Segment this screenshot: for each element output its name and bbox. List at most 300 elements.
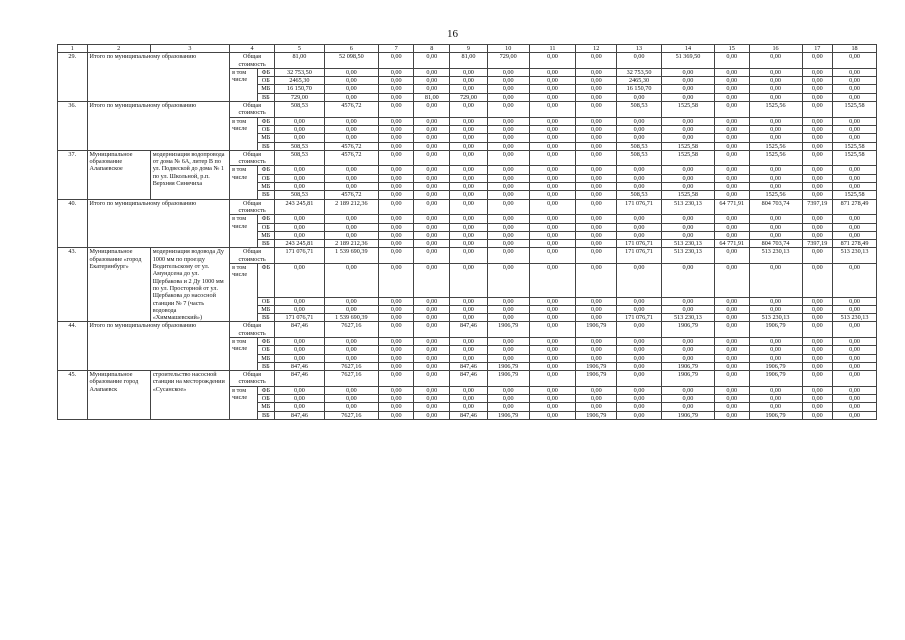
value-cell: 0,00	[714, 191, 749, 199]
col-header: 9	[450, 45, 488, 53]
value-cell: 0,00	[833, 297, 877, 305]
value-cell: 0,00	[617, 346, 662, 354]
cost-label: Общая стоимость	[230, 371, 275, 387]
value-cell: 0,00	[749, 403, 802, 411]
value-cell: 0,00	[617, 411, 662, 419]
value-cell: 0,00	[617, 305, 662, 313]
value-cell: 0,00	[378, 411, 414, 419]
value-cell: 0,00	[617, 297, 662, 305]
value-cell: 0,00	[714, 411, 749, 419]
municipality-name: Муниципальное образование Алапаевское	[87, 150, 150, 199]
value-cell: 0,00	[833, 174, 877, 182]
value-cell: 0,00	[833, 371, 877, 387]
value-cell: 1906,79	[576, 411, 617, 419]
value-cell: 0,00	[487, 264, 529, 297]
value-cell: 508,53	[617, 142, 662, 150]
value-cell: 1525,56	[749, 102, 802, 118]
value-cell: 0,00	[414, 248, 450, 264]
value-cell: 81,00	[450, 53, 488, 69]
value-cell: 513 230,13	[833, 248, 877, 264]
value-cell: 0,00	[833, 117, 877, 125]
object-name: модернизация водовода Ду 1000 мм по проезду Водительскому от ул. Амундсена до ул. Щербакова и 2 Ду 1000 мм по ул. Просторной от ул. Щербакова до насосной станции № 7 (часть водовода «Химмашевский»)	[150, 248, 229, 322]
value-cell: 0,00	[487, 248, 529, 264]
value-cell: 0,00	[529, 411, 576, 419]
value-cell: 0,00	[450, 223, 488, 231]
municipality-name: Муниципальное образование город Алапаевск	[87, 371, 150, 420]
value-cell: 0,00	[661, 174, 714, 182]
value-cell: 0,00	[749, 183, 802, 191]
table-row	[58, 322, 877, 338]
col-header: 16	[749, 45, 802, 53]
value-cell: 171 076,71	[274, 248, 324, 264]
value-cell: 0,00	[617, 354, 662, 362]
value-cell: 0,00	[749, 223, 802, 231]
value-cell: 0,00	[324, 134, 378, 142]
value-cell: 1525,56	[749, 150, 802, 166]
value-cell: 508,53	[274, 150, 324, 166]
col-header: 6	[324, 45, 378, 53]
budget-source-label: ФБ	[257, 117, 274, 125]
value-cell: 0,00	[802, 337, 833, 345]
value-cell: 0,00	[833, 68, 877, 76]
budget-source-label: ФБ	[257, 337, 274, 345]
value-cell: 0,00	[529, 371, 576, 387]
value-cell: 0,00	[450, 354, 488, 362]
page-number: 16	[447, 28, 458, 40]
value-cell: 0,00	[274, 183, 324, 191]
value-cell: 0,00	[576, 166, 617, 174]
value-cell: 0,00	[749, 77, 802, 85]
value-cell: 0,00	[487, 68, 529, 76]
value-cell: 0,00	[378, 150, 414, 166]
value-cell: 0,00	[274, 231, 324, 239]
value-cell: 0,00	[378, 191, 414, 199]
value-cell: 0,00	[324, 231, 378, 239]
value-cell: 0,00	[378, 117, 414, 125]
value-cell: 0,00	[802, 85, 833, 93]
col-header: 12	[576, 45, 617, 53]
value-cell: 0,00	[324, 305, 378, 313]
value-cell: 508,53	[617, 102, 662, 118]
value-cell: 0,00	[450, 166, 488, 174]
value-cell: 1525,58	[833, 102, 877, 118]
value-cell: 0,00	[450, 395, 488, 403]
value-cell: 0,00	[714, 117, 749, 125]
value-cell: 0,00	[487, 215, 529, 223]
value-cell: 847,46	[274, 411, 324, 419]
value-cell: 0,00	[714, 174, 749, 182]
value-cell: 1906,79	[487, 371, 529, 387]
value-cell: 0,00	[661, 215, 714, 223]
budget-source-label: ВБ	[257, 93, 274, 101]
value-cell: 0,00	[617, 403, 662, 411]
value-cell: 0,00	[414, 125, 450, 133]
value-cell: 243 245,81	[274, 240, 324, 248]
object-name: строительство насосной станции на месторождении «Сусанское»	[150, 371, 229, 420]
value-cell: 0,00	[617, 134, 662, 142]
table-row	[58, 102, 877, 118]
row-number: 36.	[58, 102, 88, 151]
value-cell: 0,00	[274, 264, 324, 297]
value-cell: 847,46	[274, 362, 324, 370]
row-number: 43.	[58, 248, 88, 322]
value-cell: 0,00	[450, 191, 488, 199]
value-cell: 0,00	[378, 53, 414, 69]
value-cell: 0,00	[414, 411, 450, 419]
value-cell: 0,00	[714, 314, 749, 322]
value-cell: 0,00	[833, 183, 877, 191]
value-cell: 0,00	[576, 134, 617, 142]
value-cell: 0,00	[661, 134, 714, 142]
value-cell: 0,00	[414, 337, 450, 345]
value-cell: 1906,79	[749, 411, 802, 419]
value-cell: 0,00	[324, 386, 378, 394]
value-cell: 0,00	[324, 85, 378, 93]
value-cell: 0,00	[802, 183, 833, 191]
value-cell: 513 230,13	[661, 314, 714, 322]
value-cell: 0,00	[833, 354, 877, 362]
value-cell: 0,00	[661, 125, 714, 133]
value-cell: 0,00	[749, 346, 802, 354]
value-cell: 0,00	[802, 231, 833, 239]
value-cell: 508,53	[617, 191, 662, 199]
value-cell: 0,00	[802, 191, 833, 199]
value-cell: 0,00	[378, 314, 414, 322]
value-cell: 2 189 212,36	[324, 240, 378, 248]
value-cell: 0,00	[414, 117, 450, 125]
value-cell: 0,00	[324, 174, 378, 182]
value-cell: 0,00	[324, 346, 378, 354]
value-cell: 0,00	[414, 223, 450, 231]
value-cell: 0,00	[802, 395, 833, 403]
value-cell: 0,00	[378, 77, 414, 85]
value-cell: 0,00	[378, 362, 414, 370]
value-cell: 7627,16	[324, 322, 378, 338]
value-cell: 0,00	[450, 314, 488, 322]
municipality-name: Итого по муниципальному образованию	[87, 53, 230, 102]
value-cell: 0,00	[274, 174, 324, 182]
value-cell: 0,00	[576, 102, 617, 118]
value-cell: 0,00	[378, 85, 414, 93]
value-cell: 0,00	[576, 386, 617, 394]
value-cell: 0,00	[378, 68, 414, 76]
value-cell: 0,00	[414, 322, 450, 338]
value-cell: 0,00	[714, 403, 749, 411]
value-cell: 171 076,71	[617, 240, 662, 248]
value-cell: 0,00	[324, 395, 378, 403]
budget-source-label: ВБ	[257, 411, 274, 419]
value-cell: 0,00	[576, 354, 617, 362]
table-row	[58, 248, 877, 264]
value-cell: 0,00	[274, 305, 324, 313]
cost-label: Общая стоимость	[230, 199, 275, 215]
value-cell: 0,00	[450, 68, 488, 76]
value-cell: 1 539 690,39	[324, 314, 378, 322]
value-cell: 0,00	[833, 134, 877, 142]
value-cell: 0,00	[378, 386, 414, 394]
value-cell: 7627,16	[324, 371, 378, 387]
value-cell: 0,00	[833, 93, 877, 101]
value-cell: 0,00	[749, 386, 802, 394]
value-cell: 0,00	[802, 403, 833, 411]
value-cell: 0,00	[324, 77, 378, 85]
value-cell: 0,00	[529, 183, 576, 191]
value-cell: 0,00	[450, 403, 488, 411]
value-cell: 171 076,71	[274, 314, 324, 322]
value-cell: 0,00	[617, 125, 662, 133]
cost-label: Общая стоимость	[230, 150, 275, 166]
value-cell: 0,00	[487, 93, 529, 101]
value-cell: 0,00	[529, 305, 576, 313]
value-cell: 0,00	[324, 354, 378, 362]
value-cell: 0,00	[274, 395, 324, 403]
value-cell: 0,00	[576, 68, 617, 76]
value-cell: 0,00	[749, 68, 802, 76]
value-cell: 0,00	[414, 150, 450, 166]
value-cell: 0,00	[529, 362, 576, 370]
value-cell: 7397,19	[802, 199, 833, 215]
budget-source-label: ОБ	[257, 395, 274, 403]
value-cell: 64 771,91	[714, 199, 749, 215]
value-cell: 4576,72	[324, 150, 378, 166]
value-cell: 0,00	[450, 199, 488, 215]
value-cell: 0,00	[274, 166, 324, 174]
value-cell: 0,00	[487, 85, 529, 93]
value-cell: 0,00	[274, 346, 324, 354]
value-cell: 0,00	[714, 142, 749, 150]
value-cell: 0,00	[324, 166, 378, 174]
value-cell: 0,00	[802, 362, 833, 370]
value-cell: 0,00	[324, 68, 378, 76]
value-cell: 0,00	[378, 240, 414, 248]
value-cell: 0,00	[802, 314, 833, 322]
value-cell: 0,00	[450, 297, 488, 305]
value-cell: 1525,56	[749, 142, 802, 150]
value-cell: 1906,79	[661, 411, 714, 419]
value-cell: 0,00	[274, 386, 324, 394]
value-cell: 0,00	[749, 174, 802, 182]
value-cell: 871 278,49	[833, 240, 877, 248]
value-cell: 0,00	[833, 322, 877, 338]
value-cell: 513 230,13	[661, 248, 714, 264]
value-cell: 0,00	[714, 53, 749, 69]
value-cell: 0,00	[414, 362, 450, 370]
object-name: модернизация водопровода от дома № 6А, литер В по ул. Подвеской до дома № 1 по ул. Школьной, р.п. Верхняя Синячиха	[150, 150, 229, 199]
col-header: 17	[802, 45, 833, 53]
value-cell: 4576,72	[324, 102, 378, 118]
in-that-label: в том числе	[230, 386, 258, 419]
value-cell: 0,00	[450, 85, 488, 93]
value-cell: 0,00	[378, 403, 414, 411]
budget-source-label: ВБ	[257, 142, 274, 150]
value-cell: 0,00	[529, 231, 576, 239]
value-cell: 171 076,71	[617, 199, 662, 215]
value-cell: 804 703,74	[749, 240, 802, 248]
value-cell: 0,00	[414, 174, 450, 182]
value-cell: 0,00	[661, 354, 714, 362]
col-header: 18	[833, 45, 877, 53]
value-cell: 0,00	[324, 264, 378, 297]
value-cell: 0,00	[529, 297, 576, 305]
value-cell: 1906,79	[487, 322, 529, 338]
value-cell: 0,00	[714, 337, 749, 345]
municipality-name: Муниципальное образование «город Екатеринбург»	[87, 248, 150, 322]
value-cell: 0,00	[714, 183, 749, 191]
value-cell: 0,00	[576, 77, 617, 85]
value-cell: 0,00	[414, 386, 450, 394]
value-cell: 513 230,13	[749, 314, 802, 322]
value-cell: 0,00	[414, 183, 450, 191]
value-cell: 0,00	[802, 215, 833, 223]
value-cell: 0,00	[833, 53, 877, 69]
value-cell: 0,00	[487, 337, 529, 345]
value-cell: 0,00	[450, 150, 488, 166]
value-cell: 0,00	[833, 386, 877, 394]
value-cell: 0,00	[661, 386, 714, 394]
value-cell: 4576,72	[324, 191, 378, 199]
value-cell: 0,00	[274, 134, 324, 142]
value-cell: 0,00	[576, 183, 617, 191]
value-cell: 0,00	[487, 223, 529, 231]
value-cell: 0,00	[802, 134, 833, 142]
value-cell: 0,00	[802, 68, 833, 76]
value-cell: 0,00	[576, 403, 617, 411]
row-number: 37.	[58, 150, 88, 199]
value-cell: 0,00	[450, 264, 488, 297]
value-cell: 0,00	[714, 102, 749, 118]
value-cell: 0,00	[487, 102, 529, 118]
value-cell: 16 150,70	[274, 85, 324, 93]
value-cell: 0,00	[378, 354, 414, 362]
value-cell: 0,00	[529, 53, 576, 69]
budget-source-label: ВБ	[257, 240, 274, 248]
value-cell: 0,00	[833, 85, 877, 93]
budget-source-label: ОБ	[257, 77, 274, 85]
value-cell: 0,00	[378, 305, 414, 313]
value-cell: 0,00	[617, 362, 662, 370]
budget-source-label: МБ	[257, 134, 274, 142]
value-cell: 0,00	[802, 93, 833, 101]
value-cell: 0,00	[617, 223, 662, 231]
value-cell: 0,00	[529, 117, 576, 125]
value-cell: 0,00	[487, 117, 529, 125]
value-cell: 0,00	[529, 215, 576, 223]
value-cell: 0,00	[661, 297, 714, 305]
value-cell: 0,00	[324, 337, 378, 345]
value-cell: 0,00	[802, 117, 833, 125]
value-cell: 0,00	[802, 305, 833, 313]
value-cell: 0,00	[450, 134, 488, 142]
row-number: 45.	[58, 371, 88, 420]
value-cell: 513 230,13	[661, 240, 714, 248]
value-cell: 0,00	[487, 346, 529, 354]
value-cell: 0,00	[576, 248, 617, 264]
value-cell: 0,00	[802, 248, 833, 264]
cost-label: Общая стоимость	[230, 248, 275, 264]
budget-source-label: МБ	[257, 305, 274, 313]
value-cell: 0,00	[833, 346, 877, 354]
value-cell: 0,00	[487, 166, 529, 174]
value-cell: 0,00	[414, 403, 450, 411]
value-cell: 81,00	[274, 53, 324, 69]
value-cell: 729,00	[450, 93, 488, 101]
col-header: 14	[661, 45, 714, 53]
value-cell: 0,00	[378, 231, 414, 239]
value-cell: 0,00	[802, 223, 833, 231]
value-cell: 1906,79	[749, 362, 802, 370]
value-cell: 0,00	[529, 85, 576, 93]
value-cell: 0,00	[450, 305, 488, 313]
value-cell: 0,00	[274, 125, 324, 133]
value-cell: 0,00	[529, 223, 576, 231]
col-header: 5	[274, 45, 324, 53]
value-cell: 0,00	[324, 183, 378, 191]
value-cell: 0,00	[802, 174, 833, 182]
value-cell: 0,00	[661, 337, 714, 345]
value-cell: 51 369,50	[661, 53, 714, 69]
value-cell: 0,00	[450, 337, 488, 345]
value-cell: 0,00	[802, 354, 833, 362]
value-cell: 0,00	[576, 231, 617, 239]
value-cell: 0,00	[450, 231, 488, 239]
budget-source-label: ФБ	[257, 215, 274, 223]
value-cell: 0,00	[529, 322, 576, 338]
budget-source-label: МБ	[257, 354, 274, 362]
value-cell: 1525,56	[749, 191, 802, 199]
row-number: 29.	[58, 53, 88, 102]
in-that-label: в том числе	[230, 264, 258, 322]
col-header: 10	[487, 45, 529, 53]
value-cell: 1906,79	[749, 371, 802, 387]
col-header: 8	[414, 45, 450, 53]
value-cell: 0,00	[324, 93, 378, 101]
value-cell: 0,00	[749, 85, 802, 93]
value-cell: 0,00	[617, 395, 662, 403]
value-cell: 0,00	[378, 166, 414, 174]
value-cell: 0,00	[414, 53, 450, 69]
value-cell: 0,00	[487, 240, 529, 248]
value-cell: 0,00	[487, 134, 529, 142]
value-cell: 0,00	[414, 305, 450, 313]
value-cell: 0,00	[714, 223, 749, 231]
value-cell: 0,00	[802, 264, 833, 297]
value-cell: 0,00	[576, 305, 617, 313]
value-cell: 0,00	[529, 68, 576, 76]
value-cell: 0,00	[487, 199, 529, 215]
value-cell: 0,00	[661, 166, 714, 174]
in-that-label: в том числе	[230, 337, 258, 370]
value-cell: 0,00	[450, 346, 488, 354]
value-cell: 0,00	[714, 305, 749, 313]
value-cell: 0,00	[487, 305, 529, 313]
value-cell: 0,00	[378, 371, 414, 387]
value-cell: 0,00	[274, 223, 324, 231]
value-cell: 0,00	[714, 134, 749, 142]
value-cell: 0,00	[414, 346, 450, 354]
value-cell: 0,00	[378, 134, 414, 142]
financing-table	[57, 44, 877, 420]
value-cell: 0,00	[617, 93, 662, 101]
col-header: 2	[87, 45, 150, 53]
budget-source-label: ФБ	[257, 386, 274, 394]
value-cell: 0,00	[576, 215, 617, 223]
value-cell: 0,00	[661, 346, 714, 354]
value-cell: 1525,58	[833, 150, 877, 166]
value-cell: 0,00	[324, 297, 378, 305]
value-cell: 0,00	[576, 117, 617, 125]
value-cell: 0,00	[414, 166, 450, 174]
value-cell: 0,00	[378, 297, 414, 305]
